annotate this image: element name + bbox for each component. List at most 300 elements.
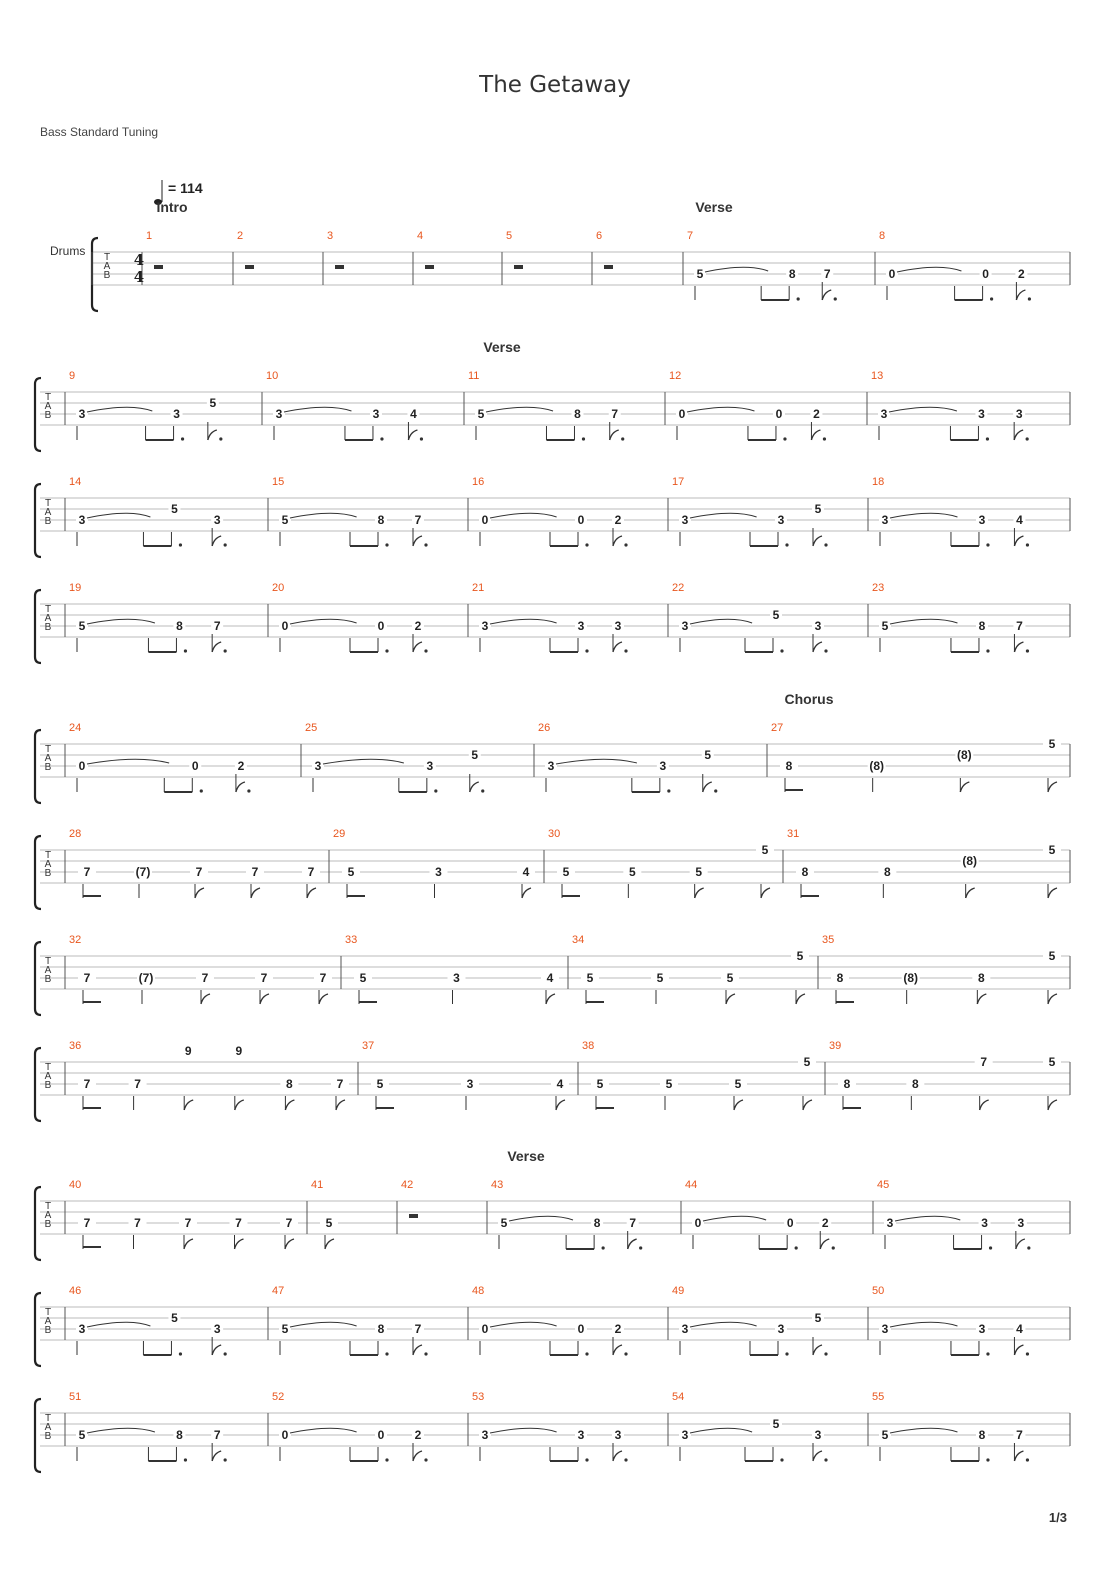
fret-number: 5 (1048, 737, 1056, 751)
measure-number: 4 (417, 230, 424, 242)
measure-number: 30 (548, 828, 561, 840)
fret-number: 5 (665, 1077, 673, 1091)
fret-number: 0 (481, 513, 489, 527)
note-dot (424, 1458, 427, 1461)
measure-number: 20 (272, 582, 285, 594)
note-flag (285, 1239, 294, 1249)
measure-number: 39 (829, 1040, 842, 1052)
note-dot (986, 543, 989, 546)
note-flag (813, 1451, 822, 1461)
note-flag (1016, 1239, 1025, 1249)
measure-number: 28 (69, 828, 82, 840)
measure (69, 476, 227, 547)
fret-number: (8) (903, 971, 919, 985)
section-label: Verse (695, 199, 733, 215)
note-dot (224, 649, 227, 652)
measure (685, 1179, 835, 1250)
fret-number: 7 (213, 619, 221, 633)
tab-clef-letter: B (44, 1080, 52, 1091)
measure (266, 370, 423, 441)
fret-number: 7 (195, 865, 203, 879)
measure-number: 5 (506, 230, 513, 242)
fret-number: 3 (978, 1322, 986, 1336)
note-dot (986, 649, 989, 652)
fret-number: 8 (574, 407, 581, 421)
note-dot (624, 649, 627, 652)
note-dot (621, 437, 624, 440)
measure-number: 25 (305, 722, 318, 734)
measure (582, 1040, 816, 1110)
measure (872, 476, 1029, 547)
tempo-marking: = 114 (168, 180, 203, 196)
measure-number: 40 (69, 1179, 82, 1191)
fret-number: 8 (883, 865, 891, 879)
measure (787, 828, 1061, 898)
note-dot (385, 649, 388, 652)
fret-number: 8 (836, 971, 844, 985)
tie (890, 1322, 957, 1327)
note-dot (1026, 437, 1029, 440)
note-flag (236, 782, 245, 792)
fret-number: 5 (281, 1322, 289, 1336)
note-flag (1016, 290, 1025, 300)
fret-number: 3 (814, 619, 822, 633)
tab-system (35, 1391, 1070, 1472)
measure (672, 476, 828, 547)
note-dot (986, 1352, 989, 1355)
note-dot (624, 1458, 627, 1461)
whole-rest (335, 265, 344, 269)
note-flag (628, 1239, 637, 1249)
fret-number: 5 (78, 1428, 86, 1442)
measure-number: 21 (472, 582, 485, 594)
note-dot (424, 649, 427, 652)
fret-number: 0 (786, 1216, 794, 1230)
fret-number: 3 (978, 513, 986, 527)
fret-number: 7 (336, 1077, 344, 1091)
note-flag (413, 1345, 422, 1355)
tie (889, 407, 957, 412)
fret-number: 3 (453, 971, 460, 985)
measure (272, 1285, 428, 1356)
measure-number: 48 (472, 1285, 485, 1297)
fret-number: 5 (477, 407, 485, 421)
measure-number: 29 (333, 828, 346, 840)
note-dot (585, 1352, 588, 1355)
measure-number: 22 (672, 582, 685, 594)
tab-system (35, 1040, 1070, 1121)
tie (490, 619, 557, 624)
measure-number: 9 (69, 370, 76, 382)
fret-number: 5 (359, 971, 367, 985)
tie (690, 513, 757, 518)
note-dot (602, 1246, 605, 1249)
tab-clef-letter: A (44, 965, 52, 976)
fret-number: 7 (1016, 619, 1023, 633)
whole-rest (154, 265, 163, 269)
note-dot (247, 789, 250, 792)
fret-number: 5 (325, 1216, 333, 1230)
note-dot (181, 437, 184, 440)
fret-number: 3 (435, 865, 442, 879)
fret-number: 8 (801, 865, 809, 879)
note-flag (235, 1100, 244, 1110)
measure (672, 1285, 828, 1356)
note-flag (1048, 782, 1057, 792)
tie (290, 1428, 357, 1433)
fret-number: (8) (956, 748, 972, 762)
tie (690, 1428, 752, 1433)
measure (771, 722, 1061, 792)
fret-number: 5 (347, 865, 355, 879)
fret-number: 0 (888, 267, 896, 281)
tie (87, 407, 152, 412)
note-dot (795, 1246, 798, 1249)
note-flag (613, 1345, 622, 1355)
tab-clef-letter: B (44, 974, 52, 985)
note-dot (179, 1352, 182, 1355)
measure-number: 42 (401, 1179, 414, 1191)
note-flag (307, 888, 316, 898)
tie (890, 1428, 957, 1433)
fret-number: 2 (237, 759, 245, 773)
measure (829, 1040, 1061, 1110)
note-dot (824, 543, 827, 546)
note-flag (977, 994, 986, 1004)
measure-number: 16 (472, 476, 485, 488)
fret-number: 7 (629, 1216, 637, 1230)
fret-number: 0 (982, 267, 989, 281)
fret-number: 5 (696, 267, 704, 281)
measure (69, 1040, 349, 1110)
note-flag (195, 888, 204, 898)
whole-rest (245, 265, 254, 269)
fret-number: 5 (171, 1311, 178, 1325)
note-flag (546, 994, 555, 1004)
fret-number: 3 (814, 1428, 822, 1442)
note-flag (610, 430, 619, 440)
note-flag (260, 994, 269, 1004)
measure-number: 18 (872, 476, 885, 488)
note-flag (1048, 888, 1057, 898)
note-flag (734, 1100, 743, 1110)
measure (672, 582, 828, 653)
note-flag (1014, 1451, 1023, 1461)
tab-clef-letter: T (44, 956, 52, 967)
tie (690, 619, 752, 624)
measure (69, 1391, 227, 1462)
fret-number: 7 (414, 1322, 422, 1336)
measure (871, 370, 1029, 441)
note-dot (385, 1352, 388, 1355)
note-dot (224, 1352, 227, 1355)
tie (705, 267, 768, 272)
fret-number: 4 (1016, 513, 1023, 527)
fret-number: 3 (886, 1216, 894, 1230)
tab-clef-letter: T (44, 1307, 52, 1318)
note-dot (824, 1458, 827, 1461)
fret-number: (7) (138, 971, 154, 985)
fret-number: 4 (546, 971, 554, 985)
tab-system (35, 828, 1070, 909)
note-dot (1026, 1458, 1029, 1461)
measure (468, 370, 624, 441)
note-flag (613, 536, 622, 546)
note-dot (832, 1246, 835, 1249)
tie (703, 1216, 766, 1221)
measure (69, 582, 227, 653)
measure (305, 722, 484, 793)
note-flag (251, 888, 260, 898)
tie (290, 1322, 357, 1327)
fret-number: 8 (377, 513, 385, 527)
fret-number: 0 (78, 759, 86, 773)
fret-number: 8 (176, 1428, 183, 1442)
measure-number: 13 (871, 370, 884, 382)
fret-number: 3 (1017, 1216, 1025, 1230)
tab-system (35, 476, 1070, 557)
note-flag (703, 782, 712, 792)
section-label: Verse (507, 1148, 545, 1164)
measure-number: 15 (272, 476, 285, 488)
measure (548, 828, 774, 898)
tie (556, 759, 637, 764)
measure (272, 582, 428, 653)
measure-number: 23 (872, 582, 885, 594)
fret-number: 5 (1048, 1055, 1056, 1069)
note-flag (980, 1100, 989, 1110)
fret-number: 2 (414, 1428, 422, 1442)
note-dot (667, 789, 670, 792)
measure-number: 2 (237, 230, 244, 242)
note-flag (470, 782, 479, 792)
measure-number: 47 (272, 1285, 285, 1297)
note-flag (319, 994, 328, 1004)
note-flag (285, 1100, 294, 1110)
measure (362, 1040, 569, 1110)
fret-number: 0 (191, 759, 199, 773)
fret-number: 2 (821, 1216, 829, 1230)
note-flag (695, 888, 704, 898)
tab-clef-letter: T (44, 1201, 52, 1212)
measure (345, 934, 559, 1004)
note-dot (481, 789, 484, 792)
fret-number: 4 (556, 1077, 564, 1091)
tab-system (35, 934, 1070, 1015)
tab-clef-letter: T (44, 498, 52, 509)
measure-number: 35 (822, 934, 835, 946)
tie (895, 1216, 960, 1221)
measure-number: 45 (877, 1179, 890, 1191)
tab-clef-letter: A (44, 753, 52, 764)
tab-clef-letter: T (44, 1413, 52, 1424)
note-flag (408, 430, 417, 440)
fret-number: 7 (83, 971, 91, 985)
fret-number: 8 (593, 1216, 601, 1230)
fret-number: 5 (881, 1428, 889, 1442)
fret-number: 7 (414, 513, 422, 527)
measure (879, 230, 1031, 301)
fret-number: 3 (777, 513, 785, 527)
fret-number: 7 (134, 1077, 141, 1091)
fret-number: 5 (761, 843, 769, 857)
measure-number: 10 (266, 370, 279, 382)
tie (897, 267, 961, 272)
measure-number: 55 (872, 1391, 885, 1403)
tab-clef-letter: T (44, 604, 52, 615)
fret-number: 8 (286, 1077, 293, 1091)
measure-number: 52 (272, 1391, 285, 1403)
fret-number: 3 (1015, 407, 1023, 421)
note-flag (820, 1239, 829, 1249)
measure-number: 14 (69, 476, 82, 488)
fret-number: 7 (319, 971, 327, 985)
tie (323, 759, 404, 764)
tie (490, 513, 557, 518)
note-flag (811, 430, 820, 440)
song-title: The Getaway (479, 72, 631, 98)
measure (333, 828, 535, 898)
fret-number: 5 (209, 396, 217, 410)
tie (490, 1322, 557, 1327)
tab-clef-letter: T (103, 252, 111, 263)
fret-number: 7 (201, 971, 209, 985)
note-flag (336, 1100, 345, 1110)
note-flag (813, 1345, 822, 1355)
tab-clef-letter: B (44, 1325, 52, 1336)
note-flag (212, 642, 221, 652)
note-dot (224, 543, 227, 546)
note-flag (184, 1100, 193, 1110)
tab-clef-letter: A (44, 1210, 52, 1221)
fret-number: 7 (213, 1428, 221, 1442)
tab-clef-letter: T (44, 392, 52, 403)
fret-number: (7) (135, 865, 151, 879)
note-dot (385, 1458, 388, 1461)
fret-number: 3 (213, 1322, 221, 1336)
fret-number: 5 (814, 502, 822, 516)
fret-number: 5 (881, 619, 889, 633)
fret-number: 3 (614, 619, 622, 633)
note-flag (212, 1451, 221, 1461)
measure-number: 46 (69, 1285, 82, 1297)
fret-number: 3 (978, 407, 985, 421)
note-dot (434, 789, 437, 792)
measure-number: 44 (685, 1179, 698, 1191)
note-flag (556, 1100, 565, 1110)
tab-clef-letter: B (44, 516, 52, 527)
tab-clef-letter: B (44, 1431, 52, 1442)
measure-number: 17 (672, 476, 685, 488)
fret-number: 5 (695, 865, 703, 879)
measure (311, 1179, 338, 1249)
tie (509, 1216, 573, 1221)
fret-number: 5 (772, 608, 780, 622)
fret-number: 3 (880, 407, 888, 421)
fret-number: 8 (911, 1077, 919, 1091)
whole-rest (514, 265, 523, 269)
fret-number: 3 (547, 759, 555, 773)
measure-number: 43 (491, 1179, 504, 1191)
measure-number: 53 (472, 1391, 485, 1403)
fret-number: 2 (813, 407, 820, 421)
tab-clef-letter: T (44, 1062, 52, 1073)
fret-number: 3 (481, 619, 489, 633)
fret-number: 0 (281, 1428, 289, 1442)
tab-clef-letter: A (44, 859, 52, 870)
tie (890, 513, 957, 518)
note-dot (1026, 1352, 1029, 1355)
note-flag (726, 994, 735, 1004)
page-number: 1/3 (1048, 1510, 1067, 1525)
fret-number: 5 (1048, 843, 1056, 857)
measure (672, 1391, 828, 1462)
tie (490, 1428, 557, 1433)
note-dot (184, 649, 187, 652)
note-dot (989, 1246, 992, 1249)
note-flag (212, 1345, 221, 1355)
tab-clef-letter: A (103, 261, 111, 272)
fret-number: 5 (376, 1077, 384, 1091)
note-dot (624, 543, 627, 546)
tie (87, 759, 169, 764)
note-flag (1014, 430, 1023, 440)
fret-number: 5 (500, 1216, 508, 1230)
measure-number: 7 (687, 230, 694, 242)
note-dot (824, 649, 827, 652)
fret-number: 3 (426, 759, 434, 773)
measure-number: 24 (69, 722, 82, 734)
note-flag (613, 642, 622, 652)
fret-number: 4 (410, 407, 417, 421)
measure (69, 1285, 227, 1356)
measure (877, 1179, 1030, 1250)
fret-number: 3 (466, 1077, 474, 1091)
fret-number: 8 (978, 619, 986, 633)
tab-clef-letter: A (44, 507, 52, 518)
measure-number: 8 (879, 230, 886, 242)
note-flag (803, 1100, 812, 1110)
fret-number: 7 (1016, 1428, 1023, 1442)
fret-number: 5 (78, 619, 86, 633)
fret-number: 7 (611, 407, 619, 421)
tie (284, 407, 351, 412)
note-dot (780, 649, 783, 652)
tab-system (35, 722, 1070, 803)
note-flag (201, 994, 210, 1004)
note-dot (1026, 543, 1029, 546)
fret-number: 3 (78, 407, 86, 421)
tie (687, 407, 754, 412)
note-dot (785, 1352, 788, 1355)
fret-number: 3 (78, 1322, 86, 1336)
fret-number: 3 (481, 1428, 489, 1442)
note-flag (325, 1239, 334, 1249)
note-flag (184, 1239, 193, 1249)
note-dot (785, 543, 788, 546)
measure-number: 31 (787, 828, 800, 840)
measure (822, 934, 1061, 1004)
measure-number: 27 (771, 722, 784, 734)
fret-number: 7 (83, 1216, 91, 1230)
note-dot (420, 437, 423, 440)
tuning-label: Bass Standard Tuning (40, 125, 159, 139)
fret-number: 5 (803, 1055, 811, 1069)
fret-number: 7 (980, 1055, 988, 1069)
note-dot (582, 437, 585, 440)
tie (87, 1322, 150, 1327)
measure-number: 11 (468, 370, 480, 382)
